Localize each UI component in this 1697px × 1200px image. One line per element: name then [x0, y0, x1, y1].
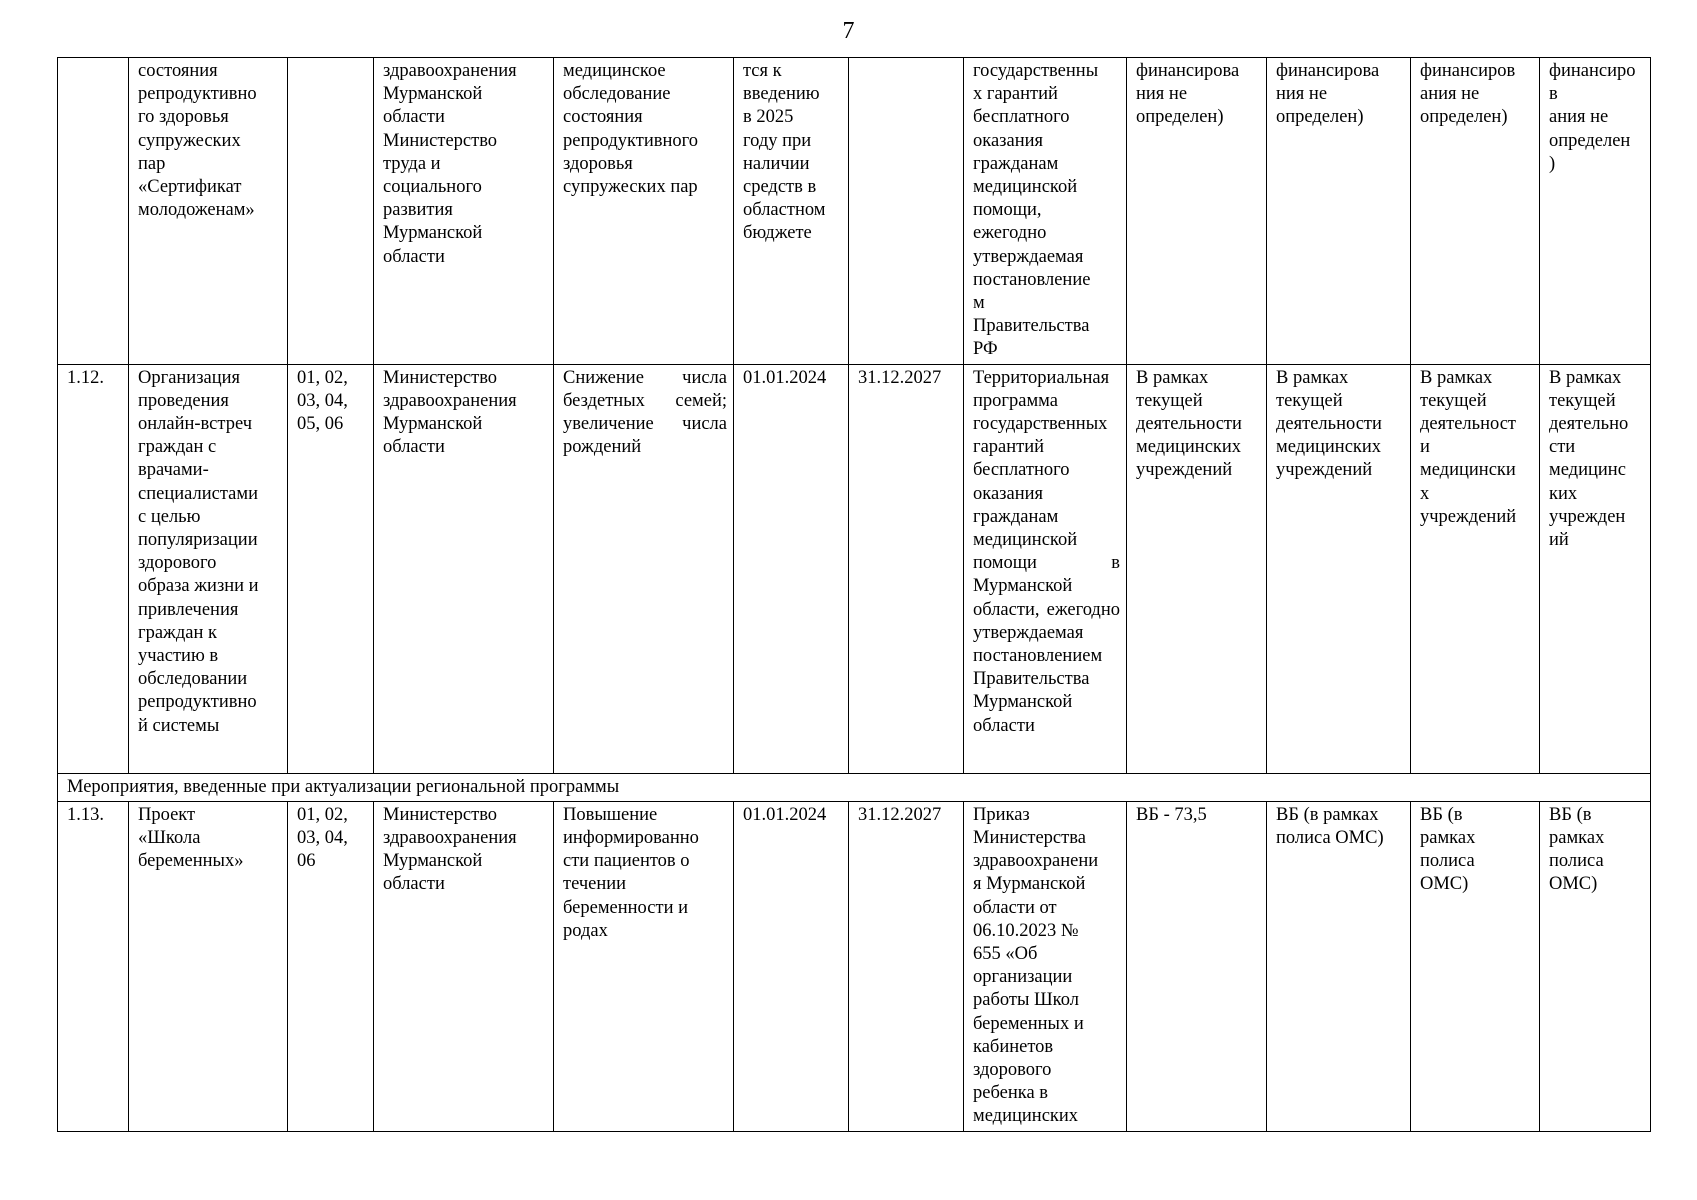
cell-executor: Министерство здравоохранения Мурманской области — [374, 801, 554, 1131]
cell-legal-basis: Приказ Министерства здравоохранени я Мурманской области от 06.10.2023 № 655 «Об организации работы Школ беременных и кабинетов здорового ребенка в медицинских — [964, 801, 1127, 1131]
cell-end-date: 31.12.2027 — [849, 801, 964, 1131]
cell-legal-basis: государственны х гарантий бесплатного оказания гражданам медицинской помощи, ежегодно утверждаемая постановление м Правительства РФ — [964, 58, 1127, 365]
section-heading: Мероприятия, введенные при актуализации региональной программы — [58, 773, 1651, 801]
cell-legal-basis: Территориальная программа государственных гарантий бесплатного оказания гражданам медицинской помощи в Мурманской области, ежегодно утверждаемая постановлением Правительства Мурманской области — [964, 364, 1127, 773]
table-row — [58, 801, 1651, 1131]
table-row — [58, 58, 1651, 365]
cell-start-date: 01.01.2024 — [734, 801, 849, 1131]
cell-funding-2025: В рамках текущей деятельности медицинских учреждений — [1267, 364, 1411, 773]
cell-number — [58, 58, 129, 365]
cell-funding-2026: В рамках текущей деятельност и медицински х учреждений — [1411, 364, 1540, 773]
cell-expected-result: Снижение числа бездетных семей; увеличение числа рождений — [554, 364, 734, 773]
cell-number: 1.12. — [58, 364, 129, 773]
cell-end-date: 31.12.2027 — [849, 364, 964, 773]
cell-start-date: тся к введению в 2025 году при наличии средств в областном бюджете — [734, 58, 849, 365]
cell-funding-2027: В рамках текущей деятельно сти медицинс ких учрежден ий — [1540, 364, 1651, 773]
cell-tasks: 01, 02, 03, 04, 06 — [288, 801, 374, 1131]
cell-end-date — [849, 58, 964, 365]
cell-funding-2024: В рамках текущей деятельности медицинских учреждений — [1127, 364, 1267, 773]
cell-expected-result: Повышение информированно сти пациентов о течении беременности и родах — [554, 801, 734, 1131]
page-number: 7 — [842, 18, 855, 44]
cell-activity-name: Организация проведения онлайн-встреч граждан с врачами- специалистами с целью популяризации здорового образа жизни и привлечения граждан к участию в обследовании репродуктивно й системы — [129, 364, 288, 773]
cell-start-date: 01.01.2024 — [734, 364, 849, 773]
cell-executor: Министерство здравоохранения Мурманской области — [374, 364, 554, 773]
cell-funding-2027: финансиров ания не определен ) — [1540, 58, 1651, 365]
cell-activity-name: состояния репродуктивно го здоровья супружеских пар «Сертификат молодоженам» — [129, 58, 288, 365]
cell-funding-2024: ВБ - 73,5 — [1127, 801, 1267, 1131]
cell-number: 1.13. — [58, 801, 129, 1131]
cell-activity-name: Проект «Школа беременных» — [129, 801, 288, 1131]
cell-funding-2027: ВБ (в рамках полиса ОМС) — [1540, 801, 1651, 1131]
cell-tasks — [288, 58, 374, 365]
section-heading-row — [58, 773, 1651, 801]
cell-funding-2025: ВБ (в рамках полиса ОМС) — [1267, 801, 1411, 1131]
table-row — [58, 364, 1651, 773]
cell-executor: здравоохранения Мурманской области Министерство труда и социального развития Мурманской области — [374, 58, 554, 365]
cell-funding-2024: финансирова ния не определен) — [1127, 58, 1267, 365]
cell-funding-2026: финансиров ания не определен) — [1411, 58, 1540, 365]
cell-tasks: 01, 02, 03, 04, 05, 06 — [288, 364, 374, 773]
cell-funding-2025: финансирова ния не определен) — [1267, 58, 1411, 365]
cell-funding-2026: ВБ (в рамках полиса ОМС) — [1411, 801, 1540, 1131]
cell-expected-result: медицинское обследование состояния репродуктивного здоровья супружеских пар — [554, 58, 734, 365]
activities-table — [57, 57, 1651, 1132]
